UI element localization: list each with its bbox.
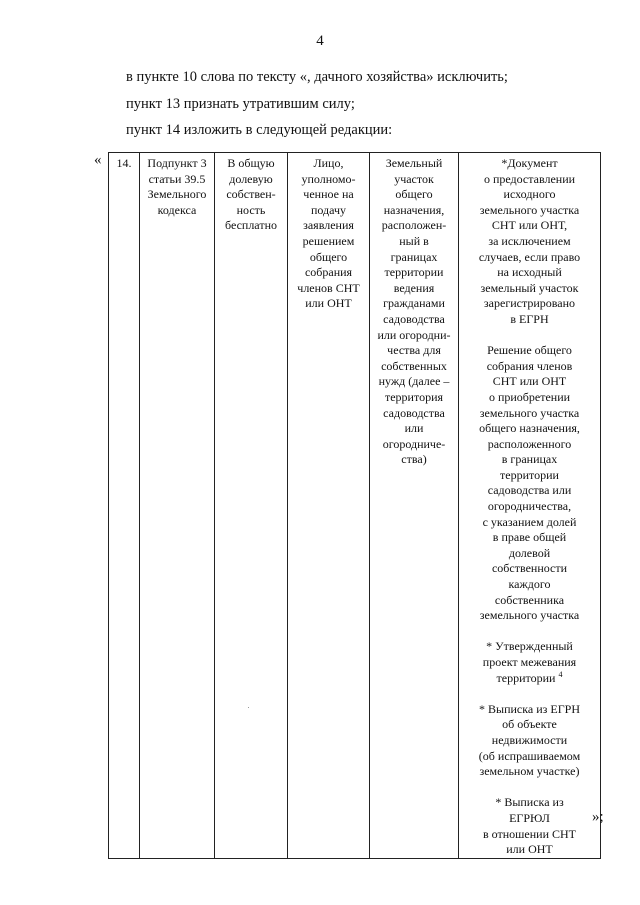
cell-line: гражданами	[383, 296, 445, 311]
document-line: проект межевания	[482, 655, 577, 669]
document-line: огородничества,	[487, 499, 572, 514]
land-plot-cell	[370, 153, 459, 859]
document-line: собственника	[494, 592, 565, 607]
document-line: собственности	[491, 561, 568, 576]
document-line: о приобретении	[488, 389, 571, 404]
table-row	[109, 153, 601, 859]
ownership-type-cell	[215, 153, 288, 859]
document-line: недвижимости	[491, 732, 568, 747]
cell-line: Лицо,	[313, 156, 344, 170]
applicant-cell	[288, 153, 370, 859]
document-line: каждого	[508, 577, 551, 592]
cell-line: общего	[395, 187, 433, 202]
cell-line: ность	[236, 202, 266, 217]
paragraph-item-14: пункт 14 изложить в следующей редакции:	[126, 122, 393, 138]
paragraph-item-13: пункт 13 признать утратившим силу;	[126, 96, 355, 112]
document-line: территории $^4$	[496, 669, 563, 685]
cell-line: заявления	[303, 218, 354, 233]
document-line: зарегистрировано	[483, 296, 576, 311]
opening-quote-mark: «	[94, 152, 102, 168]
cell-line: территории	[384, 265, 444, 280]
document-line: за исключением	[488, 233, 571, 248]
cell-line: ченное на	[303, 187, 354, 202]
cell-line: ведения	[393, 280, 435, 295]
document-line: расположенного	[487, 436, 572, 451]
document-line: в ЕГРН	[510, 311, 549, 326]
document-line: или ОНТ	[506, 842, 553, 857]
document-line: (об испрашиваемом	[478, 748, 581, 763]
cell-line: садоводства	[383, 405, 445, 420]
cell-line: В общую	[227, 156, 275, 170]
cell-line: огородниче-	[382, 436, 446, 451]
document-line: в границах	[501, 452, 558, 467]
document-line: * Утвержденный	[486, 639, 573, 654]
document-line: территории	[500, 467, 559, 482]
cell-line: границах	[390, 249, 438, 264]
document-line: в праве общей	[492, 530, 567, 545]
cell-line: или огородни-	[377, 327, 451, 342]
document-line: на исходный	[497, 265, 562, 280]
document-entry	[461, 156, 598, 328]
cell-line: участок	[394, 171, 434, 186]
cell-line: бесплатно	[225, 218, 277, 233]
document-entry	[461, 702, 598, 780]
document-line: общего назначения,	[479, 421, 580, 436]
cell-line: Подпункт 3	[147, 156, 207, 170]
cell-line: Земельного	[147, 187, 207, 202]
cell-line: Земельный	[385, 156, 443, 170]
cell-line: общего	[309, 249, 348, 264]
cell-line: территория	[384, 389, 444, 404]
document-line: земельного участка	[479, 202, 580, 217]
document-line: исходного	[503, 187, 556, 202]
cell-line: собствен-	[226, 187, 276, 202]
cell-line: собственных	[381, 358, 447, 373]
document-line: в отношении СНТ	[482, 826, 576, 841]
cell-line: членов СНТ	[297, 280, 360, 295]
cell-line: расположен-	[381, 218, 447, 233]
cell-line: нужд (далее –	[378, 374, 450, 389]
paragraph-item-10: в пункте 10 слова по тексту «, дачного хозяйства» исключить;	[126, 69, 508, 85]
cell-line: ства)	[401, 452, 427, 467]
document-line: с указанием долей	[482, 514, 577, 529]
document-line: СНТ или ОНТ,	[491, 218, 568, 233]
document-entry	[461, 343, 598, 624]
document-entry	[461, 795, 598, 857]
cell-line: решением	[302, 233, 355, 248]
document-line: * Выписка из ЕГРН	[479, 701, 580, 716]
document-line: земельный участок	[480, 280, 579, 295]
amendment-table	[108, 152, 601, 859]
cell-line: подачу	[310, 202, 347, 217]
document-line: об объекте	[502, 717, 557, 732]
document-line: садоводства или	[487, 483, 572, 498]
document-line: земельном участке)	[479, 764, 580, 779]
footnote-marker: 4	[558, 669, 563, 679]
cell-line: долевую	[229, 171, 273, 186]
document-line: земельного участка	[479, 608, 580, 623]
document-line: долевой	[508, 545, 551, 560]
document-entry	[461, 639, 598, 686]
cell-line: статьи 39.5	[148, 171, 206, 186]
document-line: * Выписка из	[495, 795, 564, 810]
document-line: земельного участка	[479, 405, 580, 420]
document-line: Решение общего	[487, 343, 572, 358]
cell-line: назначения,	[383, 202, 445, 217]
cell-line: ный в	[399, 233, 429, 248]
cell-line: чества для	[387, 343, 441, 358]
document-line: случаев, если право	[478, 249, 581, 264]
document-line: собрания членов	[486, 358, 573, 373]
cell-line: садоводства	[383, 311, 445, 326]
page-number: 4	[316, 33, 324, 49]
cell-line: собрания	[304, 265, 353, 280]
cell-line: или ОНТ	[305, 296, 352, 311]
legal-basis-cell	[140, 153, 215, 859]
cell-line: или	[404, 421, 424, 436]
required-documents-cell	[459, 153, 601, 859]
document-line: СНТ или ОНТ	[492, 374, 567, 389]
closing-quote-mark: »;	[592, 809, 604, 825]
document-line: *Документ	[501, 156, 558, 170]
document-line: о предоставлении	[483, 171, 576, 186]
document-line: ЕГРЮЛ	[509, 810, 550, 825]
row-number-cell: 14.	[109, 153, 140, 859]
cell-line: кодекса	[157, 202, 197, 217]
scan-speck	[248, 707, 249, 708]
cell-line: уполномо-	[301, 171, 356, 186]
